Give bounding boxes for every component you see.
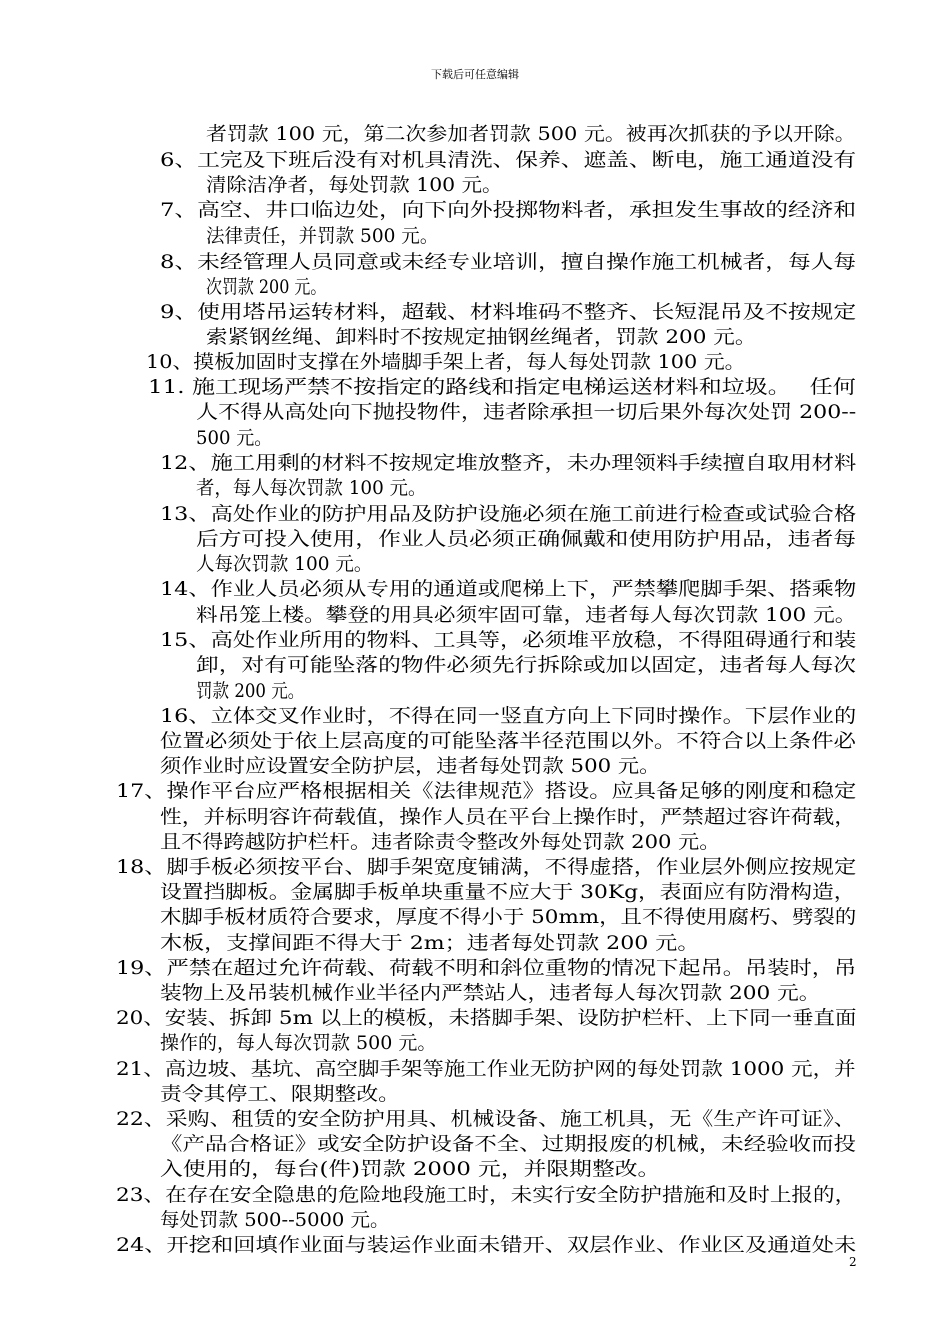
text-line: 木板，支撑间距不得大于 2m；违者每处罚款 200 元。 [160,932,700,954]
text-line: 7、高空、井口临边处，向下向外投掷物料者，承担发生事故的经济和 [160,199,857,221]
text-line: 卸，对有可能坠落的物件必须先行拆除或加以固定，违者每人每次 [196,654,857,676]
text-line: 8、未经管理人员同意或未经专业培训，擅自操作施工机械者，每人每 [160,251,857,273]
text-line: 21、高边坡、基坑、高空脚手架等施工作业无防护网的每处罚款 1000 元，并 [116,1058,856,1080]
text-line: 《产品合格证》或安全防护设备不全、过期报废的机械，未经验收而投 [160,1133,857,1155]
text-line: 须作业时应设置安全防护层，违者每处罚款 500 元。 [160,755,661,777]
text-line: 22、采购、租赁的安全防护用具、机械设备、施工机具，无《生产许可证》、 [116,1108,856,1130]
text-line: 16、立体交叉作业时，不得在同一竖直方向上下同时操作。下层作业的 [160,705,857,727]
text-line: 每处罚款 500--5000 元。 [160,1209,390,1231]
text-line: 人不得从高处向下抛投物件，违者除承担一切后果外每次处罚 200-- [196,401,857,423]
text-line: 次罚款 200 元。 [206,276,327,298]
text-line: 后方可投入使用，作业人员必须正确佩戴和使用防护用品，违者每 [196,528,857,550]
text-line: 木脚手板材质符合要求，厚度不得小于 50mm，且不得使用腐朽、劈裂的 [160,906,857,928]
text-line: 18、脚手板必须按平台、脚手架宽度铺满，不得虚搭，作业层外侧应按规定 [116,856,857,878]
text-line: 操作的，每人每次罚款 500 元。 [160,1032,437,1054]
text-line: 人每次罚款 100 元。 [196,553,373,575]
text-line: 17、操作平台应严格根据相关《法律规范》搭设。应具备足够的刚度和稳定 [116,780,857,802]
text-line: 500 元。 [196,427,273,449]
page-number: 2 [849,1255,857,1269]
text-line: 设置挡脚板。金属脚手板单块重量不应大于 30Kg，表面应有防滑构造， [160,881,856,903]
text-line: 位置必须处于依上层高度的可能坠落半径范围以外。不符合以上条件必 [160,730,857,752]
page-header: 下载后可任意编辑 [431,68,519,81]
text-line: 罚款 200 元。 [196,680,305,702]
text-line: 索紧钢丝绳、卸料时不按规定抽钢丝绳者，罚款 200 元。 [206,326,757,348]
text-line: 24、开挖和回填作业面与装运作业面未错开、双层作业、作业区及通道处未 [116,1234,857,1256]
text-line: 料吊笼上楼。攀登的用具必须牢固可靠，违者每人每次罚款 100 元。 [196,604,857,626]
text-line: 12、施工用剩的材料不按规定堆放整齐，未办理领料手续擅自取用材料 [160,452,857,474]
text-line: 者罚款 100 元，第二次参加者罚款 500 元。被再次抓获的予以开除。 [206,123,856,145]
text-line: 9、使用塔吊运转材料，超载、材料堆码不整齐、长短混吊及不按规定 [160,301,857,323]
text-line: 者，每人每次罚款 100 元。 [196,477,427,499]
text-line: 且不得跨越防护栏杆。违者除责令整改外每处罚款 200 元。 [160,831,721,853]
text-line: 法律责任，并罚款 500 元。 [206,225,439,247]
text-line: 11. 施工现场严禁不按指定的路线和指定电梯运送材料和垃圾。 任何 [148,376,856,398]
text-line: 责令其停工、限期整改。 [160,1083,401,1105]
text-line: 23、在存在安全隐患的危险地段施工时，未实行安全防护措施和及时上报的， [116,1184,857,1206]
text-line: 清除洁净者，每处罚款 100 元。 [206,174,503,196]
text-line: 性，并标明容许荷载值，操作人员在平台上操作时，严禁超过容许荷载， [160,806,857,828]
text-line: 10、摸板加固时支撑在外墙脚手架上者，每人每处罚款 100 元。 [146,351,746,373]
text-line: 19、严禁在超过允许荷载、荷载不明和斜位重物的情况下起吊。吊装时，吊 [116,957,857,979]
text-line: 20、安装、拆卸 5m 以上的模板，未搭脚手架、设防护栏杆、上下同一垂直面 [116,1007,857,1029]
text-line: 装物上及吊装机械作业半径内严禁站人，违者每人每次罚款 200 元。 [160,982,821,1004]
text-line: 6、工完及下班后没有对机具清洗、保养、遮盖、断电，施工通道没有 [160,149,857,171]
text-line: 14、作业人员必须从专用的通道或爬梯上下，严禁攀爬脚手架、搭乘物 [160,578,857,600]
text-line: 入使用的，每台(件)罚款 2000 元，并限期整改。 [160,1158,661,1180]
text-line: 15、高处作业所用的物料、工具等，必须堆平放稳，不得阻碍通行和装 [160,629,857,651]
text-line: 13、高处作业的防护用品及防护设施必须在施工前进行检查或试验合格 [160,503,857,525]
